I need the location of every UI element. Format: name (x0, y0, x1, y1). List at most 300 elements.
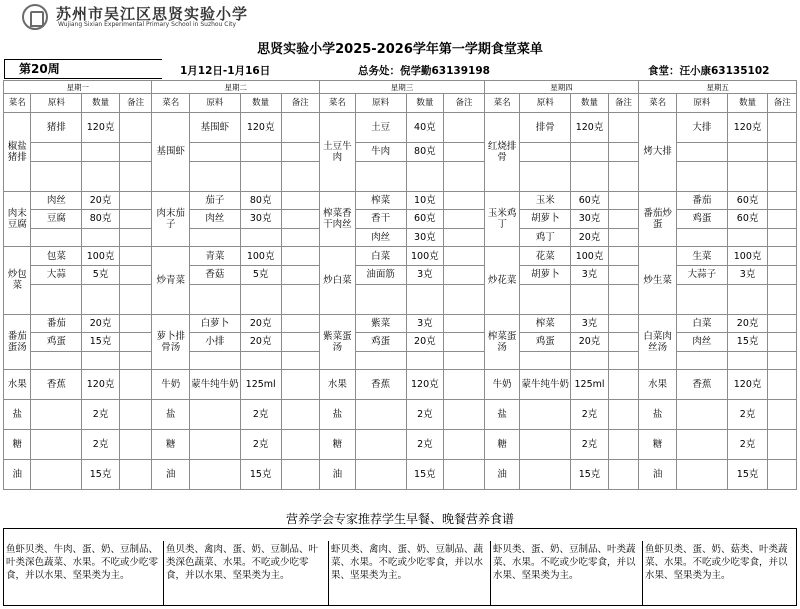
remark-wed (444, 333, 485, 352)
nutrition-divider (3, 528, 797, 529)
quantity-tue: 15克 (240, 460, 281, 490)
quantity-fri: 120克 (727, 370, 768, 400)
dish-name-tue: 萝卜排骨汤 (152, 314, 190, 370)
quantity-wed (406, 161, 444, 191)
remark-thu (608, 351, 639, 370)
dish-name-fri: 盐 (639, 400, 677, 430)
ingredient-thu (520, 430, 571, 460)
dish-name-wed: 紫菜蛋汤 (320, 314, 356, 370)
remark-mon (119, 314, 152, 333)
ingredient-fri (676, 351, 727, 370)
quantity-fri: 2克 (727, 430, 768, 460)
ingredient-thu: 鸡蛋 (520, 333, 571, 352)
dish-name-mon: 糖 (4, 430, 31, 460)
remark-wed (444, 265, 485, 284)
quantity-thu: 125ml (571, 370, 609, 400)
quantity-fri: 2克 (727, 400, 768, 430)
ingredient-tue: 香菇 (190, 265, 241, 284)
remark-fri (768, 210, 797, 229)
ingredient-thu: 排骨 (520, 113, 571, 143)
ingredient-wed: 香蕉 (355, 370, 406, 400)
remark-fri (768, 161, 797, 191)
remark-thu (608, 265, 639, 284)
column-header-mon: 数量 (82, 94, 120, 113)
ingredient-fri: 白菜 (676, 314, 727, 333)
dish-name-wed: 榨菜香干肉丝 (320, 191, 356, 247)
nutrition-title: 营养学会专家推荐学生早餐、晚餐营养食谱 (285, 512, 514, 526)
dish-name-mon: 油 (4, 460, 31, 490)
ingredient-tue: 蒙牛纯牛奶 (190, 370, 241, 400)
quantity-tue: 100克 (240, 247, 281, 266)
quantity-fri: 100克 (727, 247, 768, 266)
dish-name-tue: 肉末茄子 (152, 191, 190, 247)
quantity-wed: 10克 (406, 191, 444, 210)
quantity-tue: 80克 (240, 191, 281, 210)
ingredient-mon: 鸡蛋 (31, 333, 82, 352)
ingredient-mon (31, 430, 82, 460)
quantity-thu (571, 284, 609, 314)
quantity-wed: 120克 (406, 370, 444, 400)
column-header-wed: 数量 (406, 94, 444, 113)
remark-mon (119, 143, 152, 162)
ingredient-wed (355, 351, 406, 370)
page-title: 思贤实验小学2025-2026学年第一学期食堂菜单 (257, 42, 543, 57)
ingredient-fri: 大蒜子 (676, 265, 727, 284)
dish-name-wed: 水果 (320, 370, 356, 400)
quantity-wed: 20克 (406, 333, 444, 352)
remark-thu (608, 113, 639, 143)
menu-row (4, 430, 797, 460)
column-header-mon: 原料 (31, 94, 82, 113)
remark-wed (444, 400, 485, 430)
remark-mon (119, 210, 152, 229)
quantity-wed: 2克 (406, 430, 444, 460)
remark-thu (608, 333, 639, 352)
date-range: 1月12日-1月16日 (180, 65, 271, 77)
remark-wed (444, 430, 485, 460)
ingredient-tue: 茄子 (190, 191, 241, 210)
remark-mon (119, 161, 152, 191)
remark-fri (768, 333, 797, 352)
dish-name-fri: 炒生菜 (639, 247, 677, 314)
remark-fri (768, 247, 797, 266)
remark-mon (119, 247, 152, 266)
quantity-mon: 15克 (82, 460, 120, 490)
quantity-tue (240, 351, 281, 370)
quantity-mon: 20克 (82, 191, 120, 210)
quantity-fri: 60克 (727, 191, 768, 210)
quantity-wed: 30克 (406, 228, 444, 247)
column-header-wed: 备注 (444, 94, 485, 113)
remark-thu (608, 191, 639, 210)
remark-tue (281, 314, 320, 333)
quantity-mon: 2克 (82, 400, 120, 430)
ingredient-mon: 香蕉 (31, 370, 82, 400)
quantity-tue: 125ml (240, 370, 281, 400)
quantity-thu: 60克 (571, 191, 609, 210)
quantity-mon (82, 143, 120, 162)
ingredient-thu: 鸡丁 (520, 228, 571, 247)
column-header-tue: 菜名 (152, 94, 190, 113)
ingredient-mon: 肉丝 (31, 191, 82, 210)
remark-wed (444, 228, 485, 247)
column-header-tue: 数量 (240, 94, 281, 113)
ingredient-wed: 牛肉 (355, 143, 406, 162)
quantity-thu: 2克 (571, 430, 609, 460)
menu-row (4, 247, 797, 266)
remark-fri (768, 314, 797, 333)
remark-wed (444, 191, 485, 210)
nutrition-item-mon: 鱼虾贝类、牛肉、蛋、奶、豆制品、叶类深色蔬菜、水果。不吃或少吃零食，并以水果、坚果类为主。 (6, 544, 159, 581)
remark-tue (281, 247, 320, 266)
remark-wed (444, 370, 485, 400)
dish-name-mon: 肉末豆腐 (4, 191, 31, 247)
ingredient-thu: 榨菜 (520, 314, 571, 333)
dish-name-fri: 番茄炒蛋 (639, 191, 677, 247)
day-header-tue: 星期二 (152, 81, 320, 94)
dish-name-mon: 椒盐猪排 (4, 113, 31, 192)
dish-name-fri: 白菜肉丝汤 (639, 314, 677, 370)
menu-row (4, 228, 797, 247)
remark-tue (281, 161, 320, 191)
column-header-fri: 原料 (676, 94, 727, 113)
ingredient-tue (190, 228, 241, 247)
canteen-contact: 食堂：汪小康63135102 (648, 65, 770, 77)
quantity-fri: 15克 (727, 333, 768, 352)
remark-mon (119, 400, 152, 430)
ingredient-wed: 白菜 (355, 247, 406, 266)
quantity-thu (571, 351, 609, 370)
ingredient-wed (355, 460, 406, 490)
ingredient-tue (190, 400, 241, 430)
quantity-tue: 30克 (240, 210, 281, 229)
menu-row (4, 143, 797, 162)
remark-wed (444, 351, 485, 370)
remark-wed (444, 161, 485, 191)
remark-wed (444, 143, 485, 162)
quantity-mon (82, 161, 120, 191)
remark-thu (608, 228, 639, 247)
remark-tue (281, 333, 320, 352)
ingredient-wed: 鸡蛋 (355, 333, 406, 352)
ingredient-thu: 蒙牛纯牛奶 (520, 370, 571, 400)
day-header-thu: 星期四 (484, 81, 639, 94)
remark-tue (281, 430, 320, 460)
ingredient-wed: 榨菜 (355, 191, 406, 210)
dish-name-thu: 玉米鸡丁 (484, 191, 520, 247)
dish-name-fri: 烤大排 (639, 113, 677, 192)
quantity-fri: 60克 (727, 210, 768, 229)
remark-fri (768, 460, 797, 490)
dish-name-tue: 基围虾 (152, 113, 190, 192)
ingredient-wed: 紫菜 (355, 314, 406, 333)
dish-name-tue: 盐 (152, 400, 190, 430)
ingredient-fri (676, 161, 727, 191)
dish-name-thu: 红烧排骨 (484, 113, 520, 192)
school-name-english: Wujiang Sixian Experimental Primary School in Suzhou City (58, 21, 237, 28)
remark-mon (119, 265, 152, 284)
ingredient-mon: 番茄 (31, 314, 82, 333)
quantity-thu: 3克 (571, 314, 609, 333)
remark-tue (281, 265, 320, 284)
quantity-thu: 20克 (571, 333, 609, 352)
ingredient-tue: 白萝卜 (190, 314, 241, 333)
quantity-wed: 60克 (406, 210, 444, 229)
ingredient-mon (31, 161, 82, 191)
remark-mon (119, 460, 152, 490)
day-header-wed: 星期三 (320, 81, 485, 94)
remark-fri (768, 400, 797, 430)
menu-row (4, 370, 797, 400)
quantity-wed (406, 351, 444, 370)
ingredient-mon (31, 460, 82, 490)
dish-name-wed: 糖 (320, 430, 356, 460)
menu-row (4, 265, 797, 284)
dish-name-mon: 盐 (4, 400, 31, 430)
remark-tue (281, 143, 320, 162)
quantity-tue: 5克 (240, 265, 281, 284)
remark-mon (119, 430, 152, 460)
quantity-tue (240, 228, 281, 247)
column-header-fri: 菜名 (639, 94, 677, 113)
ingredient-mon: 豆腐 (31, 210, 82, 229)
remark-thu (608, 247, 639, 266)
quantity-tue: 120克 (240, 113, 281, 143)
ingredient-mon (31, 400, 82, 430)
quantity-mon (82, 284, 120, 314)
ingredient-fri (676, 460, 727, 490)
ingredient-wed: 肉丝 (355, 228, 406, 247)
dish-name-mon: 番茄蛋汤 (4, 314, 31, 370)
ingredient-mon (31, 351, 82, 370)
column-header-mon: 备注 (119, 94, 152, 113)
quantity-thu (571, 161, 609, 191)
remark-tue (281, 228, 320, 247)
dish-name-thu: 榨菜蛋汤 (484, 314, 520, 370)
remark-mon (119, 333, 152, 352)
ingredient-thu: 胡萝卜 (520, 210, 571, 229)
ingredient-fri: 大排 (676, 113, 727, 143)
ingredient-fri (676, 143, 727, 162)
quantity-fri: 15克 (727, 460, 768, 490)
dish-name-thu: 炒花菜 (484, 247, 520, 314)
quantity-tue: 2克 (240, 430, 281, 460)
quantity-thu: 15克 (571, 460, 609, 490)
quantity-fri: 120克 (727, 113, 768, 143)
remark-fri (768, 370, 797, 400)
general-affairs-contact: 总务处：倪学勤63139198 (358, 65, 490, 77)
ingredient-mon: 大蒜 (31, 265, 82, 284)
quantity-mon: 5克 (82, 265, 120, 284)
quantity-mon (82, 351, 120, 370)
quantity-thu: 30克 (571, 210, 609, 229)
menu-row (4, 400, 797, 430)
ingredient-mon (31, 143, 82, 162)
column-header-row (4, 94, 797, 113)
remark-wed (444, 314, 485, 333)
ingredient-wed: 土豆 (355, 113, 406, 143)
ingredient-thu (520, 400, 571, 430)
quantity-mon: 2克 (82, 430, 120, 460)
menu-row (4, 351, 797, 370)
dish-name-fri: 水果 (639, 370, 677, 400)
ingredient-wed (355, 284, 406, 314)
quantity-mon: 120克 (82, 113, 120, 143)
dish-name-mon: 炒包菜 (4, 247, 31, 314)
ingredient-tue (190, 284, 241, 314)
ingredient-fri: 香蕉 (676, 370, 727, 400)
remark-fri (768, 228, 797, 247)
remark-tue (281, 400, 320, 430)
column-header-wed: 原料 (355, 94, 406, 113)
remark-tue (281, 210, 320, 229)
column-header-fri: 数量 (727, 94, 768, 113)
ingredient-tue (190, 430, 241, 460)
remark-fri (768, 284, 797, 314)
remark-thu (608, 370, 639, 400)
ingredient-wed (355, 430, 406, 460)
ingredient-fri: 生菜 (676, 247, 727, 266)
column-header-thu: 菜名 (484, 94, 520, 113)
remark-tue (281, 284, 320, 314)
quantity-fri (727, 228, 768, 247)
day-header-row (4, 81, 797, 94)
quantity-mon: 120克 (82, 370, 120, 400)
quantity-wed: 80克 (406, 143, 444, 162)
quantity-wed: 3克 (406, 265, 444, 284)
remark-thu (608, 161, 639, 191)
quantity-thu: 100克 (571, 247, 609, 266)
ingredient-tue (190, 460, 241, 490)
quantity-tue: 20克 (240, 314, 281, 333)
ingredient-thu: 胡萝卜 (520, 265, 571, 284)
quantity-wed: 40克 (406, 113, 444, 143)
remark-thu (608, 400, 639, 430)
quantity-thu: 120克 (571, 113, 609, 143)
menu-row (4, 113, 797, 143)
menu-row (4, 210, 797, 229)
dish-name-tue: 牛奶 (152, 370, 190, 400)
quantity-fri: 20克 (727, 314, 768, 333)
remark-fri (768, 113, 797, 143)
column-header-thu: 数量 (571, 94, 609, 113)
dish-name-wed: 炒白菜 (320, 247, 356, 314)
dish-name-tue: 油 (152, 460, 190, 490)
nutrition-item-tue: 鱼贝类、禽肉、蛋、奶、豆制品、叶类深色蔬菜、水果。不吃或少吃零食，并以水果、坚果类为主。 (163, 541, 328, 605)
column-header-tue: 原料 (190, 94, 241, 113)
remark-mon (119, 228, 152, 247)
menu-table (3, 80, 797, 490)
remark-fri (768, 191, 797, 210)
column-header-mon: 菜名 (4, 94, 31, 113)
remark-mon (119, 284, 152, 314)
column-header-tue: 备注 (281, 94, 320, 113)
remark-fri (768, 143, 797, 162)
menu-row (4, 191, 797, 210)
remark-mon (119, 191, 152, 210)
dish-name-thu: 油 (484, 460, 520, 490)
ingredient-wed: 油面筋 (355, 265, 406, 284)
ingredient-tue: 肉丝 (190, 210, 241, 229)
quantity-fri (727, 284, 768, 314)
remark-thu (608, 430, 639, 460)
dish-name-mon: 水果 (4, 370, 31, 400)
ingredient-mon (31, 284, 82, 314)
remark-mon (119, 113, 152, 143)
quantity-fri (727, 161, 768, 191)
quantity-tue (240, 284, 281, 314)
ingredient-thu: 花菜 (520, 247, 571, 266)
ingredient-tue: 青菜 (190, 247, 241, 266)
remark-wed (444, 113, 485, 143)
ingredient-fri (676, 400, 727, 430)
quantity-tue: 20克 (240, 333, 281, 352)
quantity-fri (727, 351, 768, 370)
quantity-tue (240, 143, 281, 162)
quantity-wed: 2克 (406, 400, 444, 430)
quantity-mon: 100克 (82, 247, 120, 266)
quantity-thu: 3克 (571, 265, 609, 284)
remark-tue (281, 460, 320, 490)
menu-row (4, 314, 797, 333)
quantity-thu: 20克 (571, 228, 609, 247)
ingredient-fri (676, 228, 727, 247)
dish-name-wed: 油 (320, 460, 356, 490)
remark-fri (768, 351, 797, 370)
dish-name-thu: 糖 (484, 430, 520, 460)
column-header-fri: 备注 (768, 94, 797, 113)
remark-wed (444, 284, 485, 314)
dish-name-wed: 盐 (320, 400, 356, 430)
quantity-fri (727, 143, 768, 162)
quantity-tue (240, 161, 281, 191)
remark-mon (119, 351, 152, 370)
quantity-thu (571, 143, 609, 162)
nutrition-item-fri: 鱼虾贝类、蛋、奶、菇类、叶类蔬菜、水果。不吃或少吃零食，并以水果、坚果类为主。 (642, 541, 797, 605)
ingredient-tue (190, 143, 241, 162)
quantity-mon: 20克 (82, 314, 120, 333)
ingredient-mon: 包菜 (31, 247, 82, 266)
remark-wed (444, 210, 485, 229)
menu-row (4, 161, 797, 191)
school-header (0, 0, 800, 34)
ingredient-tue: 小排 (190, 333, 241, 352)
dish-name-tue: 糖 (152, 430, 190, 460)
ingredient-mon (31, 228, 82, 247)
column-header-thu: 原料 (520, 94, 571, 113)
quantity-mon: 80克 (82, 210, 120, 229)
quantity-wed: 3克 (406, 314, 444, 333)
quantity-mon (82, 228, 120, 247)
dish-name-thu: 盐 (484, 400, 520, 430)
ingredient-tue (190, 351, 241, 370)
ingredient-thu (520, 460, 571, 490)
remark-thu (608, 284, 639, 314)
ingredient-tue (190, 161, 241, 191)
remark-wed (444, 247, 485, 266)
dish-name-wed: 土豆牛肉 (320, 113, 356, 192)
remark-tue (281, 370, 320, 400)
quantity-tue: 2克 (240, 400, 281, 430)
ingredient-tue: 基围虾 (190, 113, 241, 143)
quantity-fri: 3克 (727, 265, 768, 284)
quantity-wed: 100克 (406, 247, 444, 266)
day-header-fri: 星期五 (639, 81, 797, 94)
nutrition-item-thu: 虾贝类、蛋、奶、豆制品、叶类蔬菜、水果。不吃或少吃零食，并以水果、坚果类为主。 (490, 541, 642, 605)
school-name: 苏州市吴江区思贤实验小学 (56, 5, 249, 23)
menu-row (4, 460, 797, 490)
ingredient-thu (520, 143, 571, 162)
